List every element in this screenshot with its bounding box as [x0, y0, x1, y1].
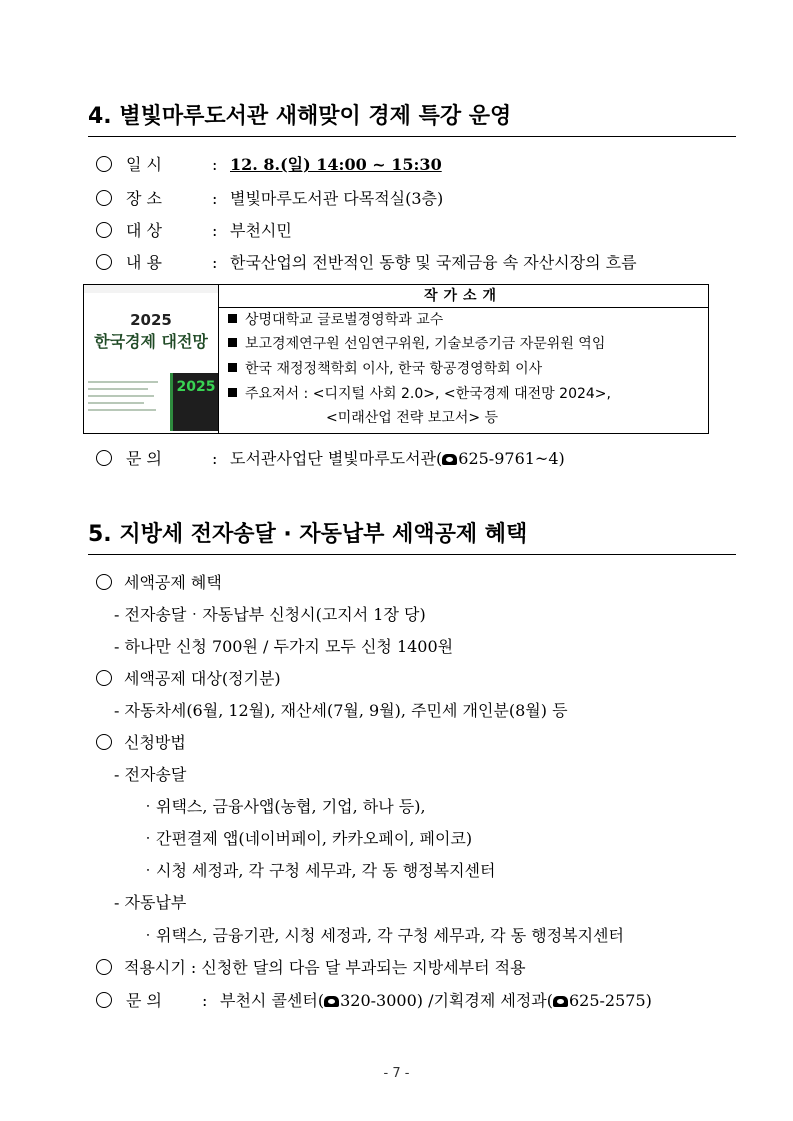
row-label: 장 소	[126, 189, 162, 208]
row-value: 부천시민	[230, 221, 292, 240]
book-cover-number: 2025	[176, 379, 216, 395]
section5-line-text: ‧간편결제 앱(네이버페이, 카카오페이, 페이코)	[140, 829, 473, 848]
row-colon: :	[212, 189, 218, 208]
section5-line-text: - 자동차세(6월, 12월), 재산세(7월, 9월), 주민세 개인분(8월) 등	[114, 701, 568, 720]
section5-line-text: ‧위택스, 금융사앱(농협, 기업, 하나 등),	[140, 797, 426, 816]
row-label: 문 의	[126, 449, 162, 468]
info-row-target	[96, 220, 736, 242]
book-year: 2025	[130, 311, 172, 329]
square-bullet-icon	[228, 363, 237, 372]
section5-inquiry-row	[96, 990, 746, 1012]
section5-line-dash	[114, 636, 453, 658]
circle-bullet-icon	[96, 670, 112, 686]
author-item: 주요저서 : <디지털 사회 2.0>, <한국경제 대전망 2024>,	[228, 384, 611, 404]
row-value: 도서관사업단 별빛마루도서관( 625-9761~4)	[230, 449, 565, 468]
row-label: 일 시	[126, 155, 162, 174]
book-cover-image	[84, 285, 219, 433]
row-colon: :	[212, 155, 218, 174]
section5-line-text: 적용시기 : 신청한 달의 다음 달 부과되는 지방세부터 적용	[124, 958, 526, 977]
phone-icon	[553, 996, 568, 1007]
row-value: 별빛마루도서관 다목적실(3층)	[230, 189, 444, 208]
section5-line-dash	[114, 764, 186, 786]
book-title: 한국경제 대전망	[94, 332, 208, 351]
author-table-header: 작가소개	[218, 285, 708, 308]
section5-line-text: - 자동납부	[114, 893, 187, 912]
section5-rule	[88, 554, 736, 555]
section5-line-dot	[140, 796, 426, 818]
circle-bullet-icon	[96, 156, 112, 172]
section5-line-circle	[96, 732, 186, 754]
circle-bullet-icon	[96, 734, 112, 750]
info-row-content	[96, 252, 736, 274]
section4-title: 4. 별빛마루도서관 새해맞이 경제 특강 운영	[88, 104, 512, 129]
square-bullet-icon	[228, 388, 237, 397]
row-label: 문 의	[126, 991, 162, 1010]
phone-icon	[324, 996, 339, 1007]
info-row-place	[96, 188, 736, 210]
section5-line-circle	[96, 957, 526, 979]
page-number: - 7 -	[383, 1066, 410, 1081]
section5-line-dot	[140, 860, 495, 882]
circle-bullet-icon	[96, 959, 112, 975]
row-label: 내 용	[126, 253, 162, 272]
section5-line-text: - 전자송달‧자동납부 신청시(고지서 1장 당)	[114, 605, 426, 624]
section5-line-text: 세액공제 혜택	[124, 573, 222, 592]
author-info-table	[83, 284, 709, 434]
section5-line-dash	[114, 604, 426, 626]
info-row-inquiry	[96, 448, 736, 470]
author-item: 보고경제연구원 선임연구위원, 기술보증기금 자문위원 역임	[228, 334, 605, 354]
section5-line-dot	[140, 925, 624, 947]
section5-line-text: ‧시청 세정과, 각 구청 세무과, 각 동 행정복지센터	[140, 861, 496, 880]
row-value: 한국산업의 전반적인 동향 및 국제금융 속 자산시장의 흐름	[230, 253, 637, 272]
row-label: 대 상	[126, 221, 162, 240]
circle-bullet-icon	[96, 574, 112, 590]
section5-line-dash	[114, 700, 568, 722]
info-row-time	[96, 154, 736, 176]
circle-bullet-icon	[96, 190, 112, 206]
book-text-lines	[88, 381, 164, 416]
section5-line-text: ‧위택스, 금융기관, 시청 세정과, 각 구청 세무과, 각 동 행정복지센터	[140, 926, 624, 945]
section4-rule	[88, 136, 736, 137]
row-colon: :	[212, 449, 218, 468]
section5-line-dash	[114, 892, 186, 914]
section5-line-dot	[140, 828, 472, 850]
circle-bullet-icon	[96, 450, 112, 466]
row-value: 부천시 콜센터( 320-3000) /기획경제 세정과( 625-2575)	[220, 991, 652, 1010]
row-colon: :	[202, 991, 208, 1010]
circle-bullet-icon	[96, 222, 112, 238]
section5-line-text: - 하나만 신청 700원 / 두가지 모두 신청 1400원	[114, 637, 454, 656]
section5-line-text: - 전자송달	[114, 765, 187, 784]
circle-bullet-icon	[96, 992, 112, 1008]
section5-line-circle	[96, 572, 222, 594]
row-colon: :	[212, 253, 218, 272]
book-top-band	[84, 285, 218, 293]
section5-line-circle	[96, 668, 281, 690]
section5-line-text: 신청방법	[124, 733, 186, 752]
row-value-time: 12. 8.(일) 14:00 ~ 15:30	[230, 155, 442, 174]
circle-bullet-icon	[96, 254, 112, 270]
row-colon: :	[212, 221, 218, 240]
book-3d-cover	[170, 373, 219, 431]
section5-line-text: 세액공제 대상(정기분)	[124, 669, 281, 688]
square-bullet-icon	[228, 314, 237, 323]
square-bullet-icon	[228, 338, 237, 347]
section5-title: 5. 지방세 전자송달 · 자동납부 세액공제 혜택	[88, 522, 528, 547]
author-item-continued: <미래산업 전략 보고서> 등	[326, 410, 499, 426]
phone-icon	[442, 454, 457, 465]
author-item: 한국 재정정책학회 이사, 한국 항공경영학회 이사	[228, 359, 542, 379]
author-item: 상명대학교 글로벌경영학과 교수	[228, 310, 443, 330]
